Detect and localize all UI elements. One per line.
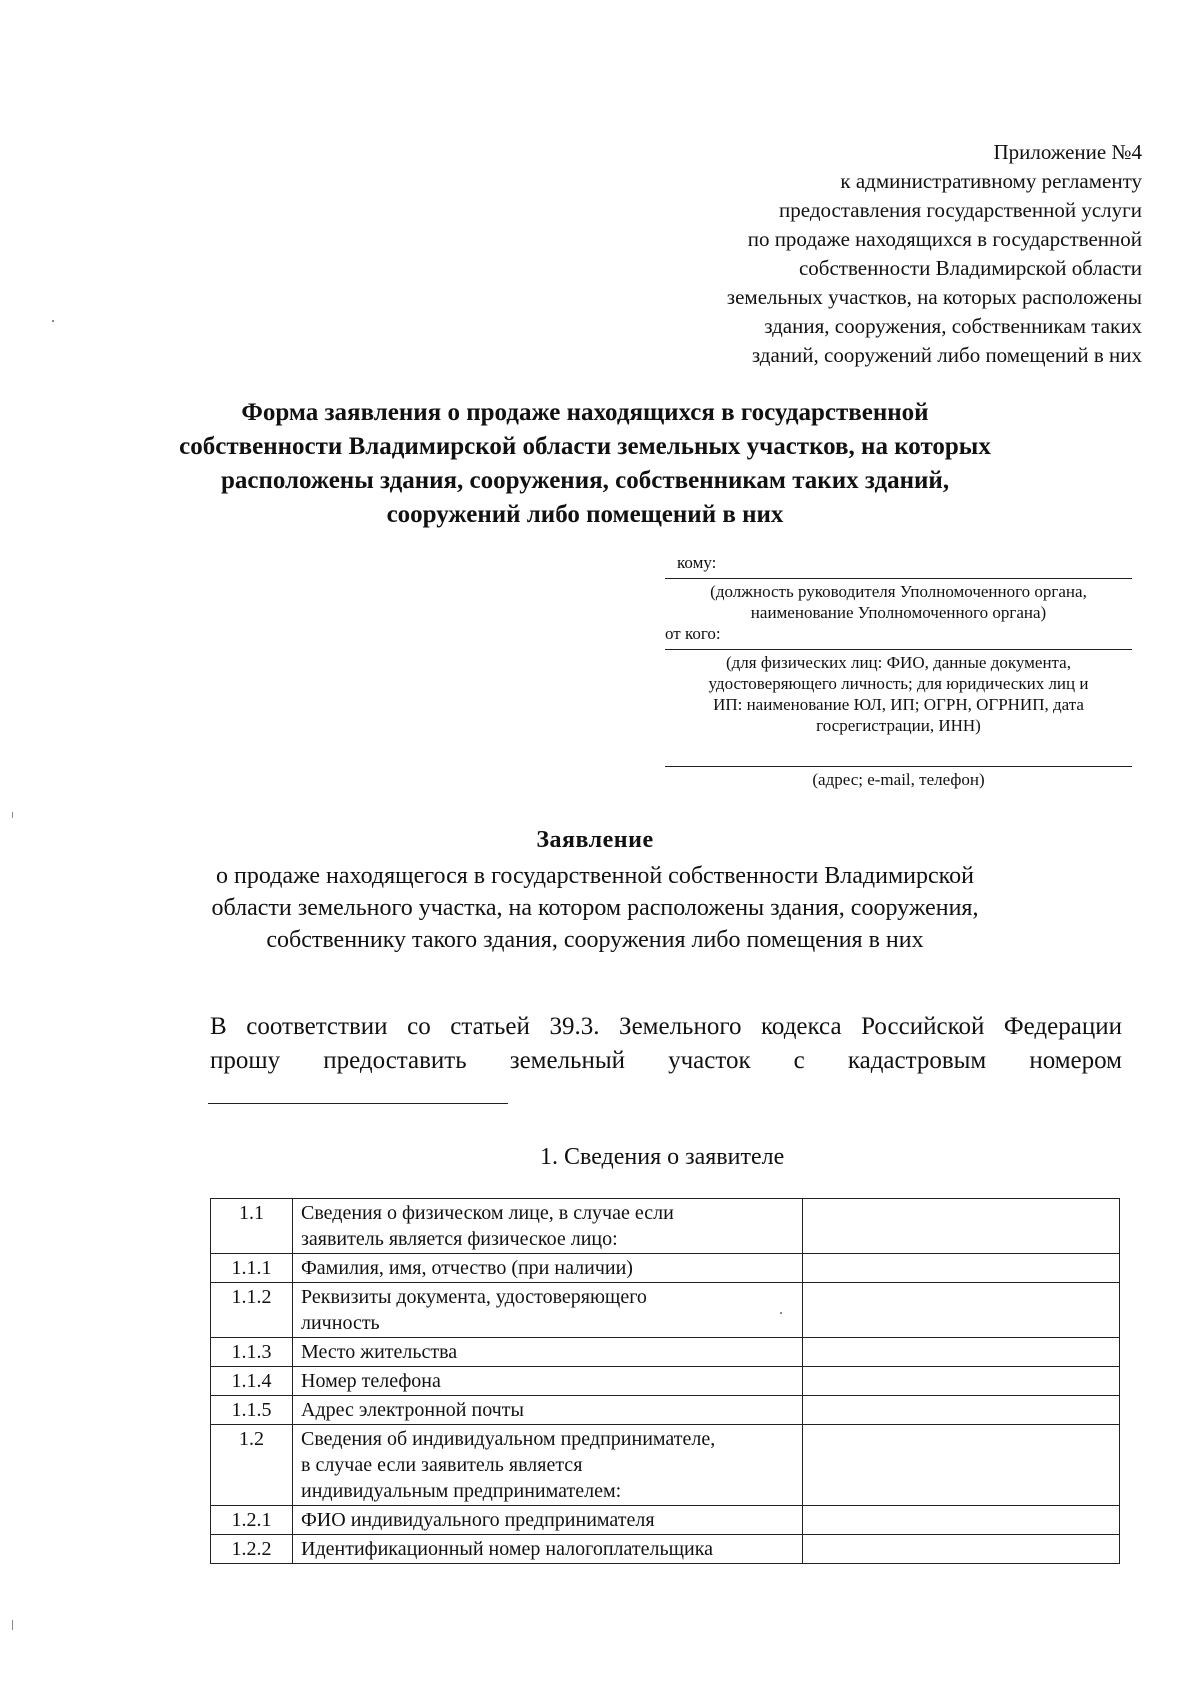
statement-title: Заявление: [536, 827, 654, 853]
contact-field-line[interactable]: [665, 766, 1132, 767]
statement-subtitle-line: собственнику такого здания, сооружения либо помещения в них: [266, 927, 924, 953]
paragraph-line: прошу предоставить земельный участок с кадастровым номером: [210, 1047, 1122, 1074]
form-title-line: расположены здания, сооружения, собственникам таких зданий,: [220, 467, 950, 494]
from-caption-line: (для физических лиц: ФИО, данные документа,: [726, 653, 1071, 672]
from-label: от кого:: [665, 624, 721, 643]
row-label-line: ФИО индивидуального предпринимателя: [301, 1509, 655, 1531]
paragraph-line: В соответствии со статьей 39.3. Земельного кодекса Российской Федерации: [210, 1013, 1122, 1040]
table-row: [211, 1367, 1120, 1396]
table-row: [211, 1199, 1120, 1254]
table-row: [211, 1338, 1120, 1367]
form-title-line: сооружений либо помещений в них: [386, 501, 784, 528]
table-row: [211, 1506, 1120, 1535]
appendix-line: предоставления государственной услуги: [779, 198, 1142, 222]
row-label: [293, 1338, 803, 1367]
row-label-line: заявитель является физическое лицо:: [301, 1228, 618, 1250]
row-label-line: Сведения об индивидуальном предпринимателе,: [301, 1428, 716, 1450]
row-label-line: Адрес электронной почты: [301, 1399, 524, 1421]
row-number: 1.1.4: [211, 1367, 293, 1396]
statement-subtitle-line: области земельного участка, на котором расположены здания, сооружения,: [211, 895, 979, 921]
statement-subtitle-line: о продаже находящегося в государственной собственности Владимирской: [216, 863, 974, 889]
row-number: 1.1.3: [211, 1338, 293, 1367]
row-value-field[interactable]: [803, 1535, 1120, 1564]
row-label-line: индивидуальным предпринимателем:: [301, 1480, 622, 1502]
request-paragraph: [210, 1010, 1122, 1078]
appendix-line: земельных участков, на которых расположены: [726, 285, 1142, 309]
to-field-line[interactable]: [665, 578, 1132, 579]
row-value-field[interactable]: [803, 1199, 1120, 1254]
row-label-line: Идентификационный номер налогоплательщика: [301, 1538, 714, 1560]
row-value-field[interactable]: [803, 1396, 1120, 1425]
row-label-line: Фамилия, имя, отчество (при наличии): [301, 1257, 633, 1279]
addressee-block: [665, 552, 1132, 790]
row-label-line: в случае если заявитель является: [301, 1454, 583, 1476]
row-label: [293, 1199, 803, 1254]
row-label: [293, 1254, 803, 1283]
row-label: [293, 1425, 803, 1506]
form-title: [130, 396, 1040, 532]
table-row: [211, 1535, 1120, 1564]
cadastral-number-field[interactable]: [208, 1103, 508, 1104]
section-heading: 1. Сведения о заявителе: [540, 1144, 785, 1170]
from-caption-line: ИП: наименование ЮЛ, ИП; ОГРН, ОГРНИП, дата: [713, 695, 1084, 714]
row-label-line: Сведения о физическом лице, в случае если: [301, 1202, 674, 1224]
to-caption-line: (должность руководителя Уполномоченного органа,: [710, 582, 1087, 601]
statement-subtitle: [150, 860, 1040, 956]
appendix-line: собственности Владимирской области: [798, 256, 1142, 280]
form-title-line: Форма заявления о продаже находящихся в государственной: [241, 399, 929, 426]
table-row: [211, 1254, 1120, 1283]
contact-caption: (адрес; e-mail, телефон): [812, 770, 985, 789]
row-number: 1.1.2: [211, 1283, 293, 1338]
to-caption-line: наименование Уполномоченного органа): [750, 603, 1047, 622]
row-label-line: Место жительства: [301, 1341, 458, 1363]
from-caption-line: удостоверяющего личность; для юридических лиц и: [708, 674, 1089, 693]
row-value-field[interactable]: [803, 1283, 1120, 1338]
row-value-field[interactable]: [803, 1254, 1120, 1283]
appendix-line: здания, сооружения, собственникам таких: [764, 314, 1142, 338]
row-label: [293, 1283, 803, 1338]
from-field-line[interactable]: [665, 649, 1132, 650]
row-label: [293, 1506, 803, 1535]
appendix-line: по продаже находящихся в государственной: [747, 227, 1142, 251]
row-number: 1.1.5: [211, 1396, 293, 1425]
table-row: [211, 1396, 1120, 1425]
row-value-field[interactable]: [803, 1506, 1120, 1535]
appendix-line: к административному регламенту: [840, 169, 1142, 193]
row-number: 1.2.1: [211, 1506, 293, 1535]
row-number: 1.2.2: [211, 1535, 293, 1564]
row-number: 1.1: [211, 1199, 293, 1254]
row-label: [293, 1535, 803, 1564]
from-caption-line: госрегистрации, ИНН): [816, 716, 981, 735]
row-value-field[interactable]: [803, 1338, 1120, 1367]
appendix-line: зданий, сооружений либо помещений в них: [751, 343, 1142, 367]
row-value-field[interactable]: [803, 1425, 1120, 1506]
applicant-info-table: [210, 1198, 1120, 1564]
row-number: 1.1.1: [211, 1254, 293, 1283]
row-label-line: личность: [301, 1312, 380, 1334]
row-label-line: Реквизиты документа, удостоверяющего: [301, 1286, 647, 1308]
row-label-line: Номер телефона: [301, 1370, 441, 1392]
appendix-header: [582, 138, 1142, 370]
row-value-field[interactable]: [803, 1367, 1120, 1396]
appendix-line: Приложение №4: [993, 140, 1142, 164]
row-label: [293, 1396, 803, 1425]
form-title-line: собственности Владимирской области земельных участков, на которых: [179, 433, 991, 460]
table-row: [211, 1425, 1120, 1506]
row-number: 1.2: [211, 1425, 293, 1506]
table-row: [211, 1283, 1120, 1338]
row-label: [293, 1367, 803, 1396]
to-label: кому:: [677, 553, 717, 572]
